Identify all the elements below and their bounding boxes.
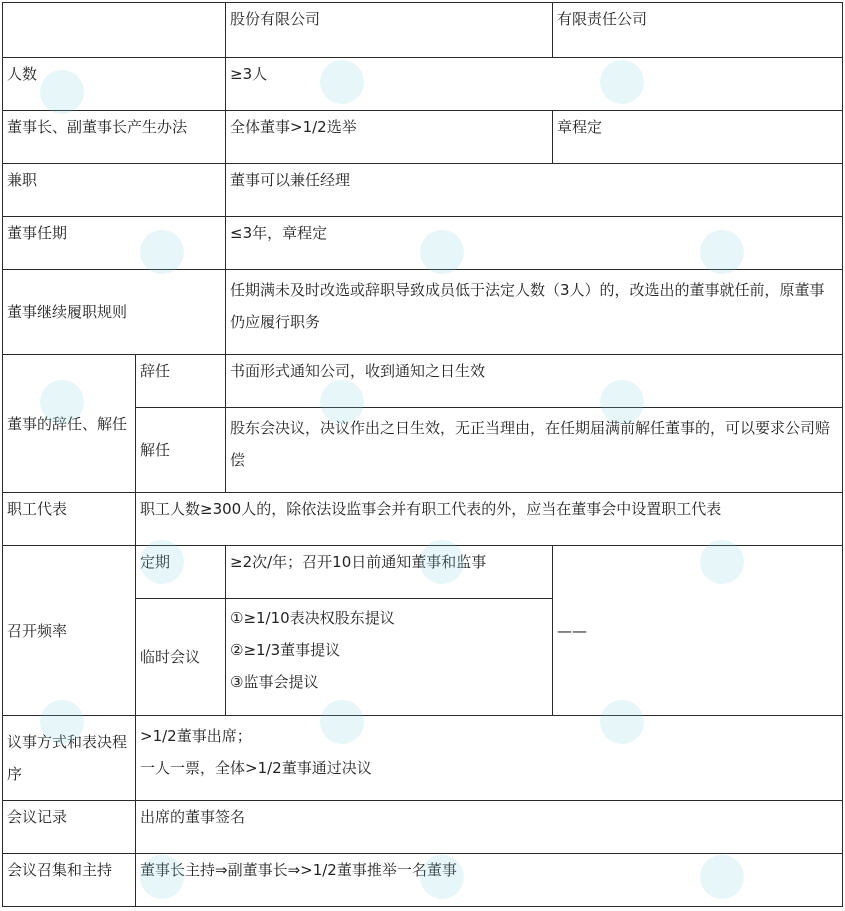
value-resign: 书面形式通知公司，收到通知之日生效 [230,362,486,380]
value-regular: ≥2次/年；召开10日前通知董事和监事 [230,553,487,571]
row-label-minutes [2,800,136,854]
row-value-concurrent [225,163,843,217]
interim-line-1: ①≥1/10表决权股东提议 [230,609,395,627]
value-chair-share: 全体董事>1/2选举 [230,118,357,136]
label-voting: 议事方式和表决程序 [7,733,128,783]
sub-label-interim [135,598,226,716]
label-frequency: 召开频率 [7,621,68,640]
row-value-chair-share [225,110,553,164]
row-label-term [2,216,226,270]
row-value-convene [135,853,843,907]
value-dismiss: 股东会决议，决议作出之日生效，无正当理由，在任期届满前解任董事的，可以要求公司赔偿 [230,419,831,469]
row-label-continue [2,269,226,355]
label-regular: 定期 [140,553,171,571]
row-value-headcount [225,57,843,111]
row-label-headcount [2,57,226,111]
label-resign-dismiss: 董事的辞任、解任 [7,414,128,433]
row-value-term [225,216,843,270]
row-value-regular [225,545,553,599]
row-label-convene [2,853,136,907]
row-label-concurrent [2,163,226,217]
value-employee-rep: 职工人数≥300人的，除依法设监事会并有职工代表的外，应当在董事会中设置职工代表 [140,500,722,518]
row-value-dismiss [225,407,843,493]
row-value-continue [225,269,843,355]
label-concurrent: 兼职 [7,171,38,189]
interim-line-2: ②≥1/3董事提议 [230,641,341,659]
value-chair-llc: 章程定 [557,118,603,136]
header-llc-text: 有限责任公司 [557,10,648,28]
row-label-voting [2,715,136,801]
label-employee-rep: 职工代表 [7,500,68,518]
row-value-voting [135,715,843,801]
label-resign: 辞任 [140,362,171,380]
row-value-interim [225,598,553,716]
label-interim: 临时会议 [140,648,201,666]
row-label-resign-dismiss [2,354,136,493]
row-value-minutes [135,800,843,854]
value-concurrent: 董事可以兼任经理 [230,171,351,189]
row-value-employee-rep [135,492,843,546]
value-headcount: ≥3人 [230,65,268,83]
label-convene: 会议召集和主持 [7,861,113,879]
value-frequency-llc: —— [557,621,587,640]
value-minutes: 出席的董事签名 [140,808,246,826]
value-continue: 任期满未及时改选或辞职导致成员低于法定人数（3人）的，改选出的董事就任前，原董事仍应履行职务 [230,281,825,331]
value-convene: 董事长主持⇒副董事长⇒>1/2董事推举一名董事 [140,861,457,879]
header-share-company [225,2,553,58]
header-llc [552,2,843,58]
row-value-frequency-llc [552,545,843,716]
label-continue: 董事继续履职规则 [7,303,128,321]
sub-label-resign [135,354,226,408]
row-label-chair [2,110,226,164]
value-term: ≤3年，章程定 [230,224,328,242]
header-blank-cell [2,2,226,58]
row-label-frequency [2,545,136,716]
interim-line-3: ③监事会提议 [230,673,319,691]
label-term: 董事任期 [7,224,68,242]
label-minutes: 会议记录 [7,808,68,826]
row-value-chair-llc [552,110,843,164]
row-value-resign [225,354,843,408]
label-dismiss: 解任 [140,441,171,459]
row-label-employee-rep [2,492,136,546]
voting-line-2: 一人一票，全体>1/2董事通过决议 [140,759,372,777]
sub-label-regular [135,545,226,599]
label-headcount: 人数 [7,65,38,83]
header-share-company-text: 股份有限公司 [230,10,321,28]
label-chair: 董事长、副董事长产生办法 [7,118,188,136]
sub-label-dismiss [135,407,226,493]
voting-line-1: >1/2董事出席； [140,727,252,745]
